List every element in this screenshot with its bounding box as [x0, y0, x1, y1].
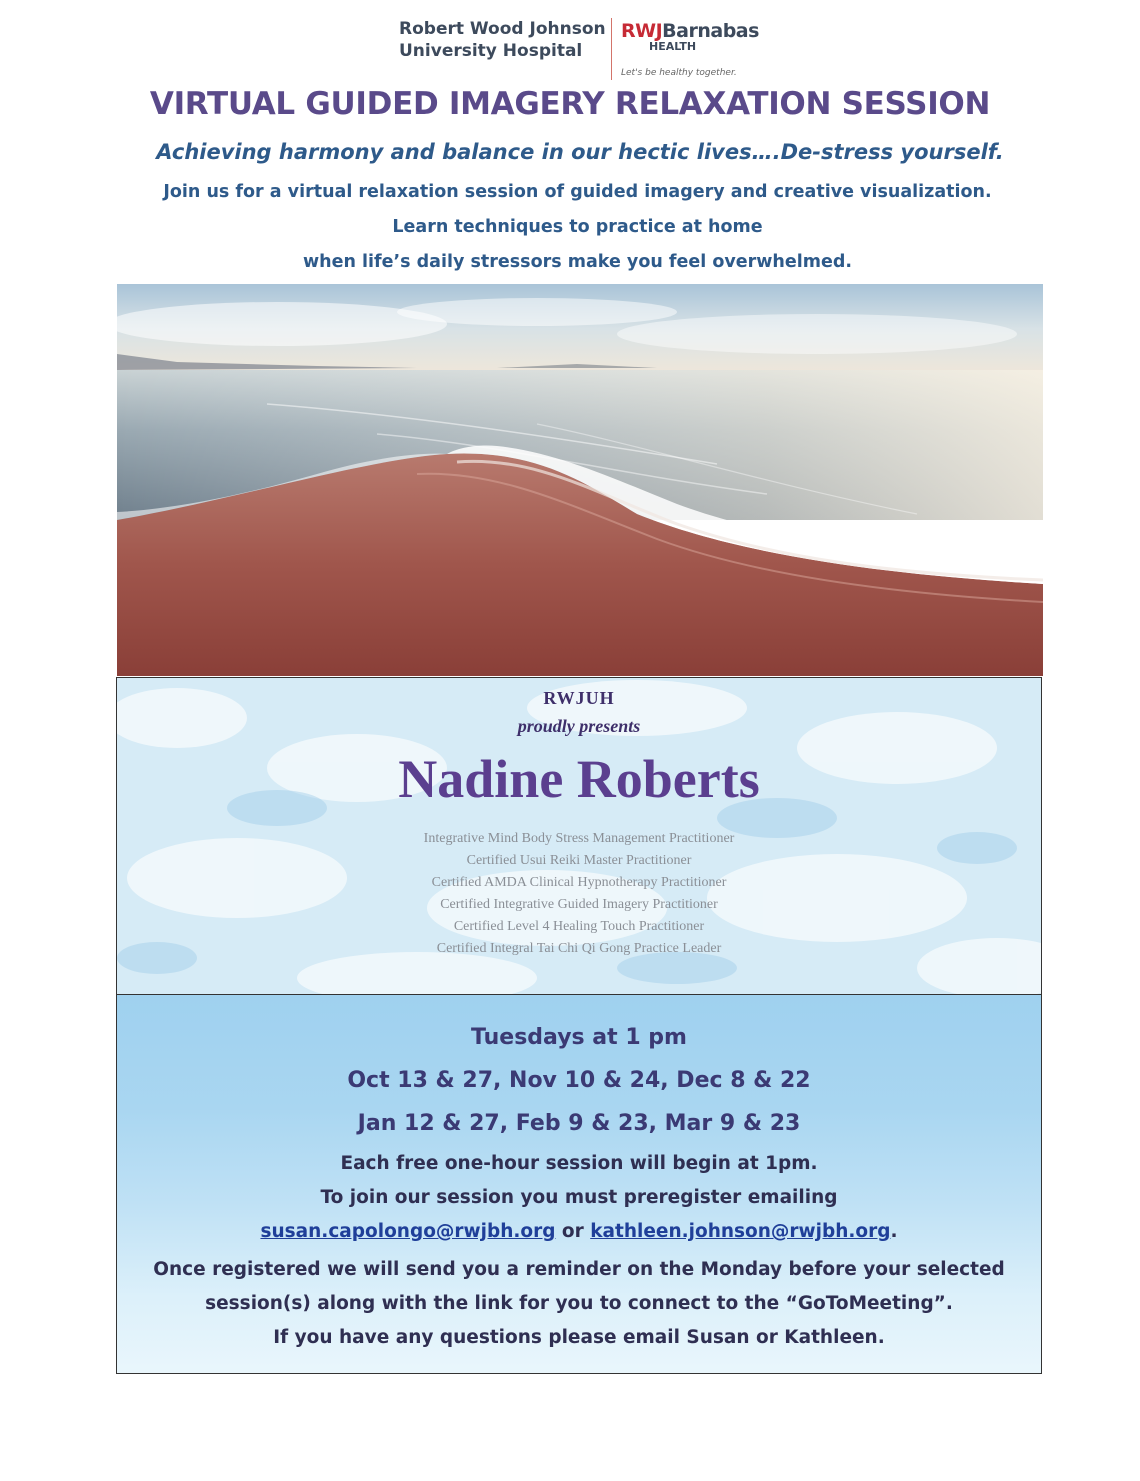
period: . — [890, 1221, 898, 1242]
credentials-list — [117, 828, 1041, 960]
schedule-dates-1: Oct 13 & 27, Nov 10 & 24, Dec 8 & 22 — [347, 1068, 811, 1093]
hospital-logo — [399, 16, 759, 82]
brand-health: HEALTH — [649, 40, 697, 53]
presents-text: proudly presents — [517, 716, 641, 736]
credential-item: Certified Integrative Guided Imagery Practitioner — [440, 897, 718, 912]
intro-line-3: when life’s daily stressors make you feel overwhelmed. — [302, 252, 853, 272]
logo-divider — [611, 18, 612, 80]
intro-line-1: Join us for a virtual relaxation session of guided imagery and creative visualization. — [163, 182, 992, 202]
credential-item: Certified AMDA Clinical Hypnotherapy Practitioner — [431, 875, 727, 890]
page-title: VIRTUAL GUIDED IMAGERY RELAXATION SESSION — [149, 86, 991, 122]
presenter-org: RWJUH — [543, 688, 615, 708]
free-session-note: Each free one-hour session will begin at 1pm. — [340, 1153, 818, 1174]
presenter-panel — [116, 677, 1042, 995]
reminder-line-2: session(s) along with the link for you to connect to the “GoToMeeting”. — [205, 1293, 953, 1314]
email-link-kathleen[interactable]: kathleen.johnson@rwjbh.org — [590, 1221, 891, 1242]
schedule-day-time: Tuesdays at 1 pm — [471, 1025, 687, 1050]
hospital-name — [399, 18, 606, 62]
brand-rwj: RWJ — [621, 20, 663, 42]
credential-item: Certified Usui Reiki Master Practitioner — [466, 853, 692, 868]
presenter-name: Nadine Roberts — [398, 749, 760, 809]
brand-barnabas: Barnabas — [662, 20, 759, 42]
schedule-panel — [116, 994, 1042, 1374]
credential-item: Integrative Mind Body Stress Management Practitioner — [423, 831, 735, 846]
brand-tagline: Let's be healthy together. — [621, 68, 737, 78]
or-text: or — [555, 1221, 591, 1242]
schedule-dates-2: Jan 12 & 27, Feb 9 & 23, Mar 9 & 23 — [357, 1111, 801, 1136]
questions-note: If you have any questions please email Susan or Kathleen. — [273, 1327, 885, 1348]
credential-item: Certified Level 4 Healing Touch Practitioner — [453, 919, 705, 934]
intro-line-2: Learn techniques to practice at home — [392, 217, 763, 237]
contact-emails — [117, 1221, 1041, 1242]
reminder-line-1: Once registered we will send you a reminder on the Monday before your selected — [153, 1259, 1005, 1280]
brand-name — [621, 20, 759, 42]
subtitle: Achieving harmony and balance in our hectic lives….De-stress yourself. — [156, 140, 1004, 164]
hospital-name-line2: University Hospital — [399, 41, 583, 61]
hospital-name-line1: Robert Wood Johnson — [399, 19, 606, 39]
register-note: To join our session you must preregister emailing — [320, 1187, 838, 1208]
beach-photo — [117, 284, 1043, 676]
email-link-susan[interactable]: susan.capolongo@rwjbh.org — [260, 1221, 556, 1242]
credential-item: Certified Integral Tai Chi Qi Gong Practice Leader — [436, 941, 722, 956]
